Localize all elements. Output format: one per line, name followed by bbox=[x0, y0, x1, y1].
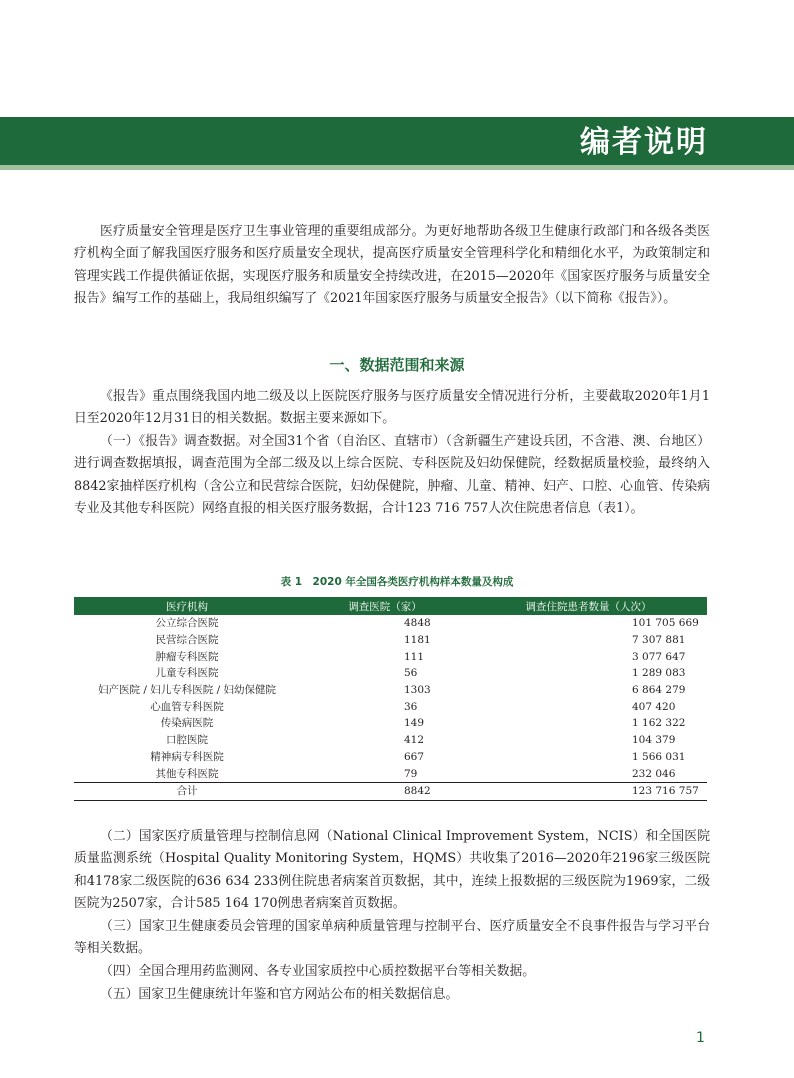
table-row bbox=[74, 765, 707, 782]
patient-count: 6 864 279 bbox=[632, 684, 686, 697]
total-patient-count: 123 716 757 bbox=[470, 782, 707, 800]
survey-data-paragraph: （一）《报告》调查数据。对全国31个省（自治区、直辖市）（含新疆生产建设兵团，不含港、澳、台地区）进行调查数据填报，调查范围为全部二级及以上综合医院、专科医院及妇幼保健院，经数据质量校验，最终纳入8842家抽样医疗机构（含公立和民营综合医院，妇幼保健院，肿瘤、儿童、精神、妇产、口腔、心血管、传染病专业及其他专科医院）网络直报的相关医疗服务数据，合计123 716 757人次住院患者信息（表1）。 bbox=[74, 434, 710, 517]
institution-name: 心血管专科医院 bbox=[150, 700, 224, 713]
scope-paragraph: 《报告》重点围绕我国内地二级及以上医院医疗服务与医疗质量安全情况进行分析，主要截取2020年1月1日至2020年12月31日的相关数据。数据主要来源如下。 bbox=[74, 389, 710, 427]
table-row bbox=[74, 749, 707, 766]
table-row bbox=[74, 665, 707, 682]
drug-monitoring-paragraph: （四）全国合理用药监测网、各专业国家质控中心质控数据平台等相关数据。 bbox=[100, 964, 536, 979]
table-row bbox=[74, 615, 707, 632]
patient-count: 1 566 031 bbox=[632, 750, 686, 763]
patient-count: 1 289 083 bbox=[632, 667, 686, 680]
table-row bbox=[74, 698, 707, 715]
header-banner-stripe bbox=[0, 165, 794, 170]
page-number: 1 bbox=[696, 1030, 705, 1046]
platform-paragraph: （三）国家卫生健康委员会管理的国家单病种质量管理与控制平台、医疗质量安全不良事件报告与学习平台等相关数据。 bbox=[74, 919, 710, 957]
patient-count: 101 705 669 bbox=[632, 617, 699, 630]
section-heading: 一、数据范围和来源 bbox=[329, 356, 465, 374]
page-title: 编者说明 bbox=[580, 125, 708, 160]
hospital-count: 56 bbox=[404, 667, 418, 680]
institution-name: 传染病医院 bbox=[160, 717, 214, 730]
statistics-paragraph: （五）国家卫生健康统计年鉴和官方网站公布的相关数据信息。 bbox=[100, 987, 459, 1002]
institution-name: 口腔医院 bbox=[166, 734, 208, 747]
patient-count: 407 420 bbox=[632, 700, 676, 713]
hospital-count: 36 bbox=[404, 700, 418, 713]
table-row bbox=[74, 648, 707, 665]
hospital-count: 79 bbox=[404, 767, 418, 780]
institution-name: 妇产医院 / 妇儿专科医院 / 妇幼保健院 bbox=[98, 684, 276, 697]
ncis-hqms-paragraph: （二）国家医疗质量管理与控制信息网（National Clinical Improvement System，NCIS）和全国医院质量监测系统（Hospital Quality Monitoring System，HQMS）共收集了2016—2020年2196家三级医院和4178家二级医院的636 634 233例住院患者病案首页数据，其中，连续上报数据的三级医院为1969家，二级医院为2507家，合计585 164 170例患者病案首页数据。 bbox=[74, 829, 710, 912]
institution-table bbox=[74, 597, 707, 801]
institution-name: 民营综合医院 bbox=[155, 634, 219, 647]
institution-name: 公立综合医院 bbox=[155, 617, 219, 630]
total-hospital-count: 8842 bbox=[300, 782, 470, 800]
patient-count: 232 046 bbox=[632, 767, 676, 780]
column-header-hospitals: 调查医院（家） bbox=[300, 597, 470, 615]
hospital-count: 4848 bbox=[404, 617, 431, 630]
institution-name: 精神病专科医院 bbox=[150, 750, 224, 763]
table-row bbox=[74, 732, 707, 749]
patient-count: 3 077 647 bbox=[632, 650, 686, 663]
table-row bbox=[74, 715, 707, 732]
patient-count: 1 162 322 bbox=[632, 717, 686, 730]
hospital-count: 667 bbox=[404, 750, 425, 763]
hospital-count: 1303 bbox=[404, 684, 431, 697]
table-row bbox=[74, 632, 707, 649]
table-caption: 表 1 2020 年全国各类医疗机构样本数量及构成 bbox=[280, 576, 514, 588]
hospital-count: 149 bbox=[404, 717, 425, 730]
total-label: 合计 bbox=[74, 782, 300, 800]
patient-count: 7 307 881 bbox=[632, 634, 686, 647]
table-header-row bbox=[74, 597, 707, 615]
intro-paragraph: 医疗质量安全管理是医疗卫生事业管理的重要组成部分。为更好地帮助各级卫生健康行政部门和各级各类医疗机构全面了解我国医疗服务和医疗质量安全现状，提高医疗质量安全管理科学化和精细化水平，为政策制定和管理实践工作提供循证依据，实现医疗服务和质量安全持续改进，在2015—2020年《国家医疗服务与质量安全报告》编写工作的基础上，我局组织编写了《2021年国家医疗服务与质量安全报告》（以下简称《报告》）。 bbox=[74, 224, 710, 307]
column-header-institution: 医疗机构 bbox=[74, 597, 300, 615]
table-row bbox=[74, 682, 707, 699]
table-total-row bbox=[74, 782, 707, 800]
hospital-count: 1181 bbox=[404, 634, 431, 647]
institution-name: 其他专科医院 bbox=[155, 767, 219, 780]
hospital-count: 111 bbox=[404, 650, 425, 663]
patient-count: 104 379 bbox=[632, 734, 676, 747]
column-header-patients: 调查住院患者数量（人次） bbox=[470, 597, 707, 615]
institution-name: 肿瘤专科医院 bbox=[155, 650, 219, 663]
hospital-count: 412 bbox=[404, 734, 425, 747]
institution-name: 儿童专科医院 bbox=[155, 667, 219, 680]
